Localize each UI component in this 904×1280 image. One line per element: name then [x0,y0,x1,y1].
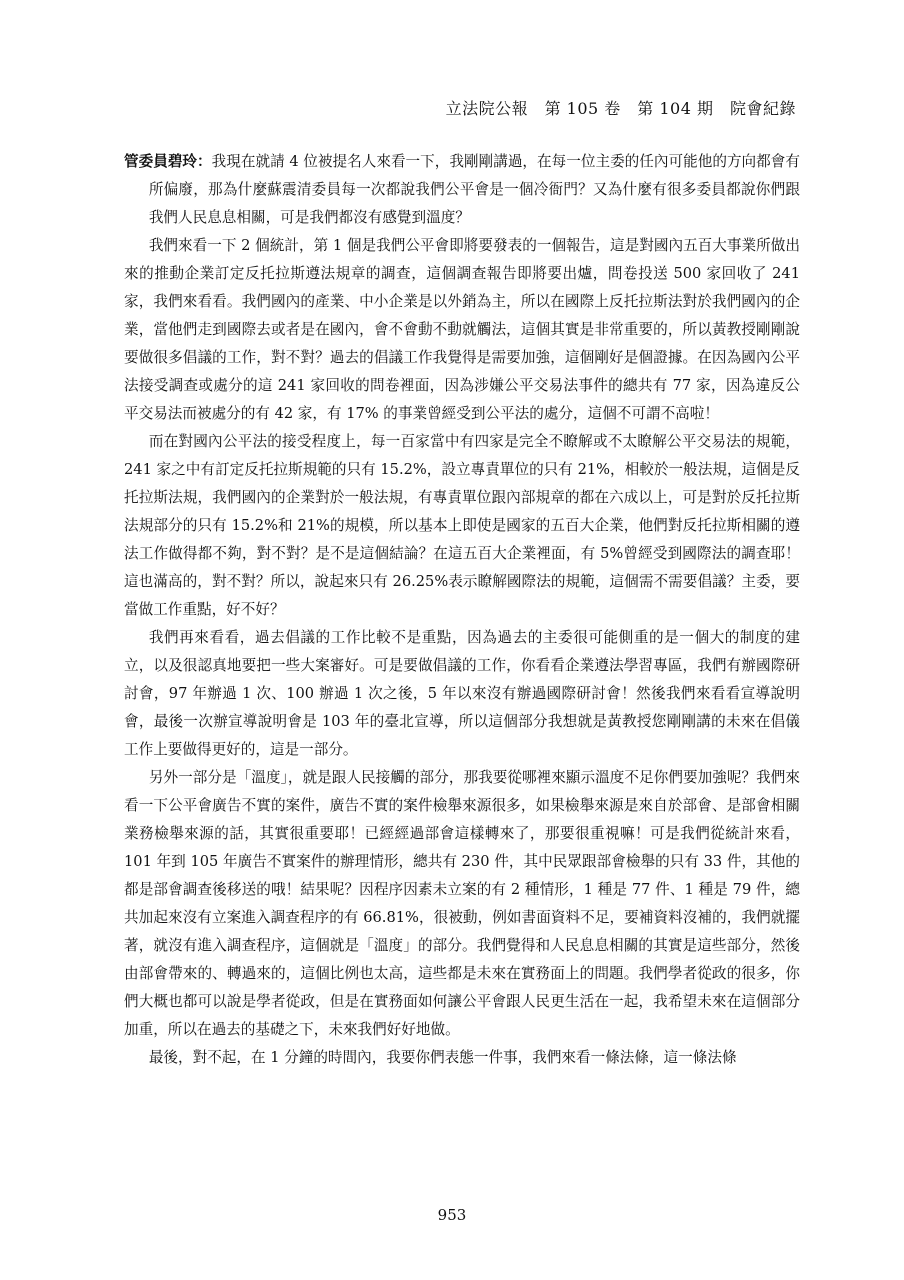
paragraph-text: 我現在就請 4 位被提名人來看一下，我剛剛講過，在每一位主委的任內可能他的方向都會有所偏廢，那為什麼蘇震清委員每一次都說我們公平會是一個冷衙門？又為什麼有很多委員都說你們跟我們人民息息相關，可是我們都沒有感覺到溫度？ [148,153,800,226]
page-header: 立法院公報 第 105 卷 第 104 期 院會紀錄 [445,99,796,118]
speaker-paragraph [124,148,800,232]
speaker-name: 管委員碧玲： [124,153,212,170]
paragraph: 而在對國內公平法的接受程度上，每一百家當中有四家是完全不瞭解或不太瞭解公平交易法的規範，241 家之中有訂定反托拉斯規範的只有 15.2%，設立專責單位的只有 21%，相較於一般法規，這個是反托拉斯法規，我們國內的企業對於一般法規，有專責單位跟內部規章的都在六成以上，可是對於反托拉斯法規部分的只有 15.2%和 21%的規模，所以基本上即使是國家的五百大企業，他們對反托拉斯相關的遵法工作做得都不夠，對不對？是不是這個結論？在這五百大企業裡面，有 5%曾經受到國際法的調查耶！這也滿高的，對不對？所以，說起來只有 26.25%表示瞭解國際法的規範，這個需不需要倡議？主委，要當做工作重點，好不好？ [124,433,800,618]
paragraph: 我們來看一下 2 個統計，第 1 個是我們公平會即將要發表的一個報告，這是對國內五百大事業所做出來的推動企業訂定反托拉斯遵法規章的調查，這個調查報告即將要出爐，問卷投送 500 家回收了 241 家，我們來看看。我們國內的產業、中小企業是以外銷為主，所以在國際上反托拉斯法對於我們國內的企業，當他們走到國際去或者是在國內，會不會動不動就觸法，這個其實是非常重要的，所以黃教授剛剛說要做很多倡議的工作，對不對？過去的倡議工作我覺得是需要加強，這個剛好是個證據。在因為國內公平法接受調查或處分的這 241 家回收的問卷裡面，因為涉嫌公平交易法事件的總共有 77 家，因為違反公平交易法而被處分的有 42 家，有 17% 的事業曾經受到公平法的處分，這個不可謂不高啦！ [124,237,800,422]
paragraph: 另外一部分是「溫度」，就是跟人民接觸的部分，那我要從哪裡來顯示溫度不足你們要加強呢？我們來看一下公平會廣告不實的案件，廣告不實的案件檢舉來源很多，如果檢舉來源是來自於部會、是部會相關業務檢舉來源的話，其實很重要耶！已經經過部會這樣轉來了，那要很重視嘛！可是我們從統計來看，101 年到 105 年廣告不實案件的辦理情形，總共有 230 件，其中民眾跟部會檢舉的只有 33 件，其他的都是部會調查後移送的哦！結果呢？因程序因素未立案的有 2 種情形，1 種是 77 件、1 種是 79 件，總共加起來沒有立案進入調查程序的有 66.81%，很被動，例如書面資料不足，要補資料沒補的，我們就擺著，就沒有進入調查程序，這個就是「溫度」的部分。我們覺得和人民息息相關的其實是這些部分，然後由部會帶來的、轉過來的，這個比例也太高，這些都是未來在實務面上的問題。我們學者從政的很多，你們大概也都可以說是學者從政，但是在實務面如何讓公平會跟人民更生活在一起，我希望未來在這個部分加重，所以在過去的基礎之下，未來我們好好地做。 [124,769,800,1038]
document-body [124,148,800,1072]
page-number: 953 [437,1206,467,1224]
paragraph: 我們再來看看，過去倡議的工作比較不是重點，因為過去的主委很可能側重的是一個大的制度的建立，以及很認真地要把一些大案審好。可是要做倡議的工作，你看看企業遵法學習專區，我們有辦國際研討會，97 年辦過 1 次、100 辦過 1 次之後，5 年以來沒有辦過國際研討會！然後我們來看看宣導說明會，最後一次辦宣導說明會是 103 年的臺北宣導，所以這個部分我想就是黃教授您剛剛講的未來在倡儀工作上要做得更好的，這是一部分。 [124,629,800,758]
paragraph: 最後，對不起，在 1 分鐘的時間內，我要你們表態一件事，我們來看一條法條，這一條法條 [148,1049,737,1066]
